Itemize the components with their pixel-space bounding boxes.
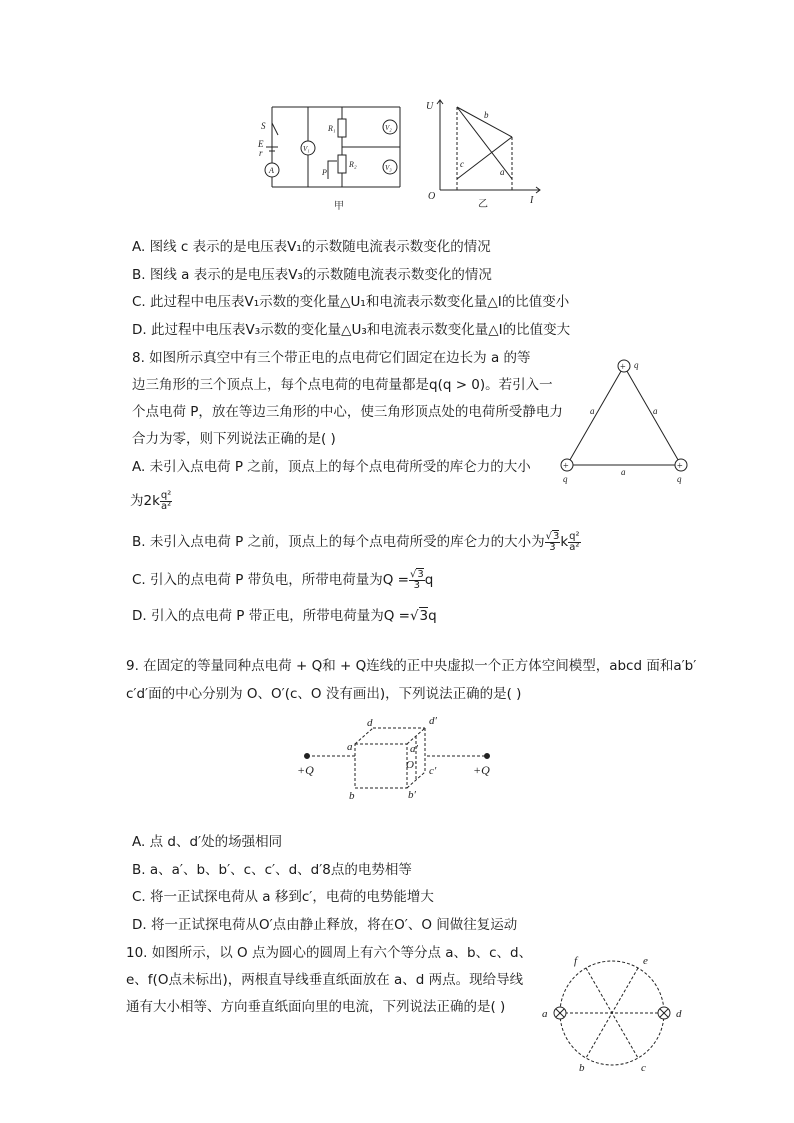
q9-option-c: C. 将一正试探电荷从 a 移到c′，电荷的电势能增大 bbox=[132, 889, 434, 905]
fraction-sqrt3-over-3-c: $\frac{√3}{3}$ bbox=[409, 568, 424, 591]
vertex-d: d bbox=[367, 717, 373, 729]
charge-right-label: q bbox=[677, 474, 682, 484]
line-c-label: c bbox=[460, 159, 464, 169]
fraction-q2-a2-b: $\frac{\text{q²}}{\text{a²}}$ bbox=[569, 530, 580, 553]
q8-stem-line-4: 合力为零，则下列说法正确的是( ) bbox=[132, 431, 336, 447]
q9-stem-line-1: 9. 在固定的等量同种点电荷 + Q和 + Q连线的正中央虚拟一个正方体空间模型，abcd 面和a′b′ bbox=[126, 658, 697, 674]
point-d-label: d bbox=[676, 1008, 682, 1020]
q7-option-a: A. 图线 c 表示的是电压表V₁的示数随电流表示数变化的情况 bbox=[132, 239, 491, 255]
center-o-prime: O′ bbox=[406, 759, 417, 771]
switch-label: S bbox=[261, 121, 266, 131]
q9-option-b: B. a、a′、b、b′、c、c′、d、d′8点的电势相等 bbox=[132, 862, 412, 878]
emf-label: E bbox=[258, 139, 264, 149]
r2-label: R₂ bbox=[349, 160, 357, 169]
fig-yi-caption: 乙 bbox=[478, 199, 488, 210]
q7-option-d: D. 此过程中电压表V₃示数的变化量△U₃和电流表示数变化量△I的比值变大 bbox=[132, 322, 571, 338]
q7-option-c: C. 此过程中电压表V₁示数的变化量△U₁和电流表示数变化量△I的比值变小 bbox=[132, 294, 570, 310]
q8-option-c-prefix: C. 引入的点电荷 P 带负电，所带电荷量为Q = bbox=[132, 572, 409, 588]
q10-stem-line-2: e、f(O点未标出)，两根直导线垂直纸面放在 a、d 两点。现给导线 bbox=[126, 972, 524, 988]
side-right-label: a bbox=[653, 406, 658, 416]
v3-label: V₃ bbox=[385, 164, 392, 172]
vertex-b-prime: b′ bbox=[408, 789, 416, 801]
point-a-label: a bbox=[542, 1008, 548, 1020]
triangle-charges-figure bbox=[552, 355, 702, 485]
q8-option-b: B. 未引入点电荷 P 之前，顶点上的每个点电荷所受的库仑力的大小为 $\frac{√3}{3}$ k $\frac{\text{q²}}{\text{a²}}$ bbox=[132, 530, 580, 553]
q7-option-b: B. 图线 a 表示的是电压表V₃的示数随电流表示数变化的情况 bbox=[132, 267, 492, 283]
plus-top: + bbox=[620, 362, 626, 373]
point-b-label: b bbox=[579, 1062, 585, 1074]
line-a-label: a bbox=[500, 167, 505, 177]
fraction-q2-a2: $\frac{\text{q²}}{\text{a²}}$ bbox=[160, 489, 172, 512]
vertex-a-prime: a′ bbox=[410, 743, 418, 755]
q8-option-b-prefix: B. 未引入点电荷 P 之前，顶点上的每个点电荷所受的库仑力的大小为 bbox=[132, 534, 545, 550]
circle-six-points-figure bbox=[537, 950, 692, 1075]
side-bottom-label: a bbox=[621, 467, 626, 477]
q8-stem-line-3: 个点电荷 P，放在等边三角形的中心，使三角形顶点处的电荷所受静电力 bbox=[132, 404, 563, 420]
vertex-b: b bbox=[349, 790, 355, 802]
fraction-sqrt3-over-3: $\frac{√3}{3}$ bbox=[545, 530, 560, 553]
v2-label: V₂ bbox=[385, 124, 392, 132]
q9-option-d: D. 将一正试探电荷从O′点由静止释放，将在O′、O 间做往复运动 bbox=[132, 917, 518, 933]
ui-graph-yi bbox=[420, 95, 545, 215]
q8-option-a-prefix: 为2k bbox=[130, 493, 160, 509]
plus-q-left: +Q bbox=[297, 763, 314, 777]
vertex-d-prime: d′ bbox=[429, 715, 437, 727]
fig-jia-caption: 甲 bbox=[334, 201, 344, 212]
q9-stem-line-2: c′d′面的中心分别为 O、O′(c、O 没有画出)，下列说法正确的是( ) bbox=[126, 686, 522, 702]
side-left-label: a bbox=[590, 406, 595, 416]
plus-left: + bbox=[563, 461, 569, 472]
plus-q-right: +Q bbox=[473, 763, 490, 777]
q8-stem-line-1: 8. 如图所示真空中有三个带正电的点电荷它们固定在边长为 a 的等 bbox=[132, 350, 531, 366]
ammeter-label: A bbox=[269, 166, 274, 175]
charge-top-label: q bbox=[634, 360, 639, 370]
v1-label: V₁ bbox=[303, 145, 310, 153]
slider-label: P bbox=[322, 168, 327, 177]
q8-option-a-line-1: A. 未引入点电荷 P 之前，顶点上的每个点电荷所受的库仑力的大小 bbox=[132, 459, 531, 475]
plus-right: + bbox=[677, 461, 683, 472]
point-e-label: e bbox=[643, 955, 648, 967]
q8-option-c: C. 引入的点电荷 P 带负电，所带电荷量为Q = $\frac{√3}{3}$ q bbox=[132, 568, 434, 591]
cube-model-figure bbox=[295, 710, 505, 810]
q10-stem-line-3: 通有大小相等、方向垂直纸面向里的电流，下列说法正确的是( ) bbox=[126, 999, 506, 1015]
vertex-c-prime: c′ bbox=[429, 765, 437, 777]
q10-stem-line-1: 10. 如图所示，以 O 点为圆心的圆周上有六个等分点 a、b、c、d、 bbox=[126, 945, 533, 961]
origin-label: O bbox=[428, 191, 436, 202]
i-axis-label: I bbox=[530, 195, 534, 206]
r1-label: R₁ bbox=[328, 124, 336, 133]
circuit-diagram-jia bbox=[250, 95, 410, 215]
line-b-label: b bbox=[484, 110, 489, 120]
point-f-label: f bbox=[574, 955, 578, 967]
vertex-a: a bbox=[347, 741, 353, 753]
q8-option-a-line-2 bbox=[130, 488, 172, 514]
q8-stem-line-2: 边三角形的三个顶点上，每个点电荷的电荷量都是q(q > 0)。若引入一 bbox=[132, 377, 553, 393]
q8-option-d-prefix: D. 引入的点电荷 P 带正电，所带电荷量为Q = bbox=[132, 608, 410, 624]
internal-resistance-label: r bbox=[259, 148, 263, 158]
q8-option-d: D. 引入的点电荷 P 带正电，所带电荷量为Q =√3q bbox=[132, 608, 437, 624]
point-c-label: c bbox=[641, 1062, 646, 1074]
q9-option-a: A. 点 d、d′处的场强相同 bbox=[132, 834, 283, 850]
charge-left-label: q bbox=[563, 474, 568, 484]
u-axis-label: U bbox=[426, 101, 434, 112]
